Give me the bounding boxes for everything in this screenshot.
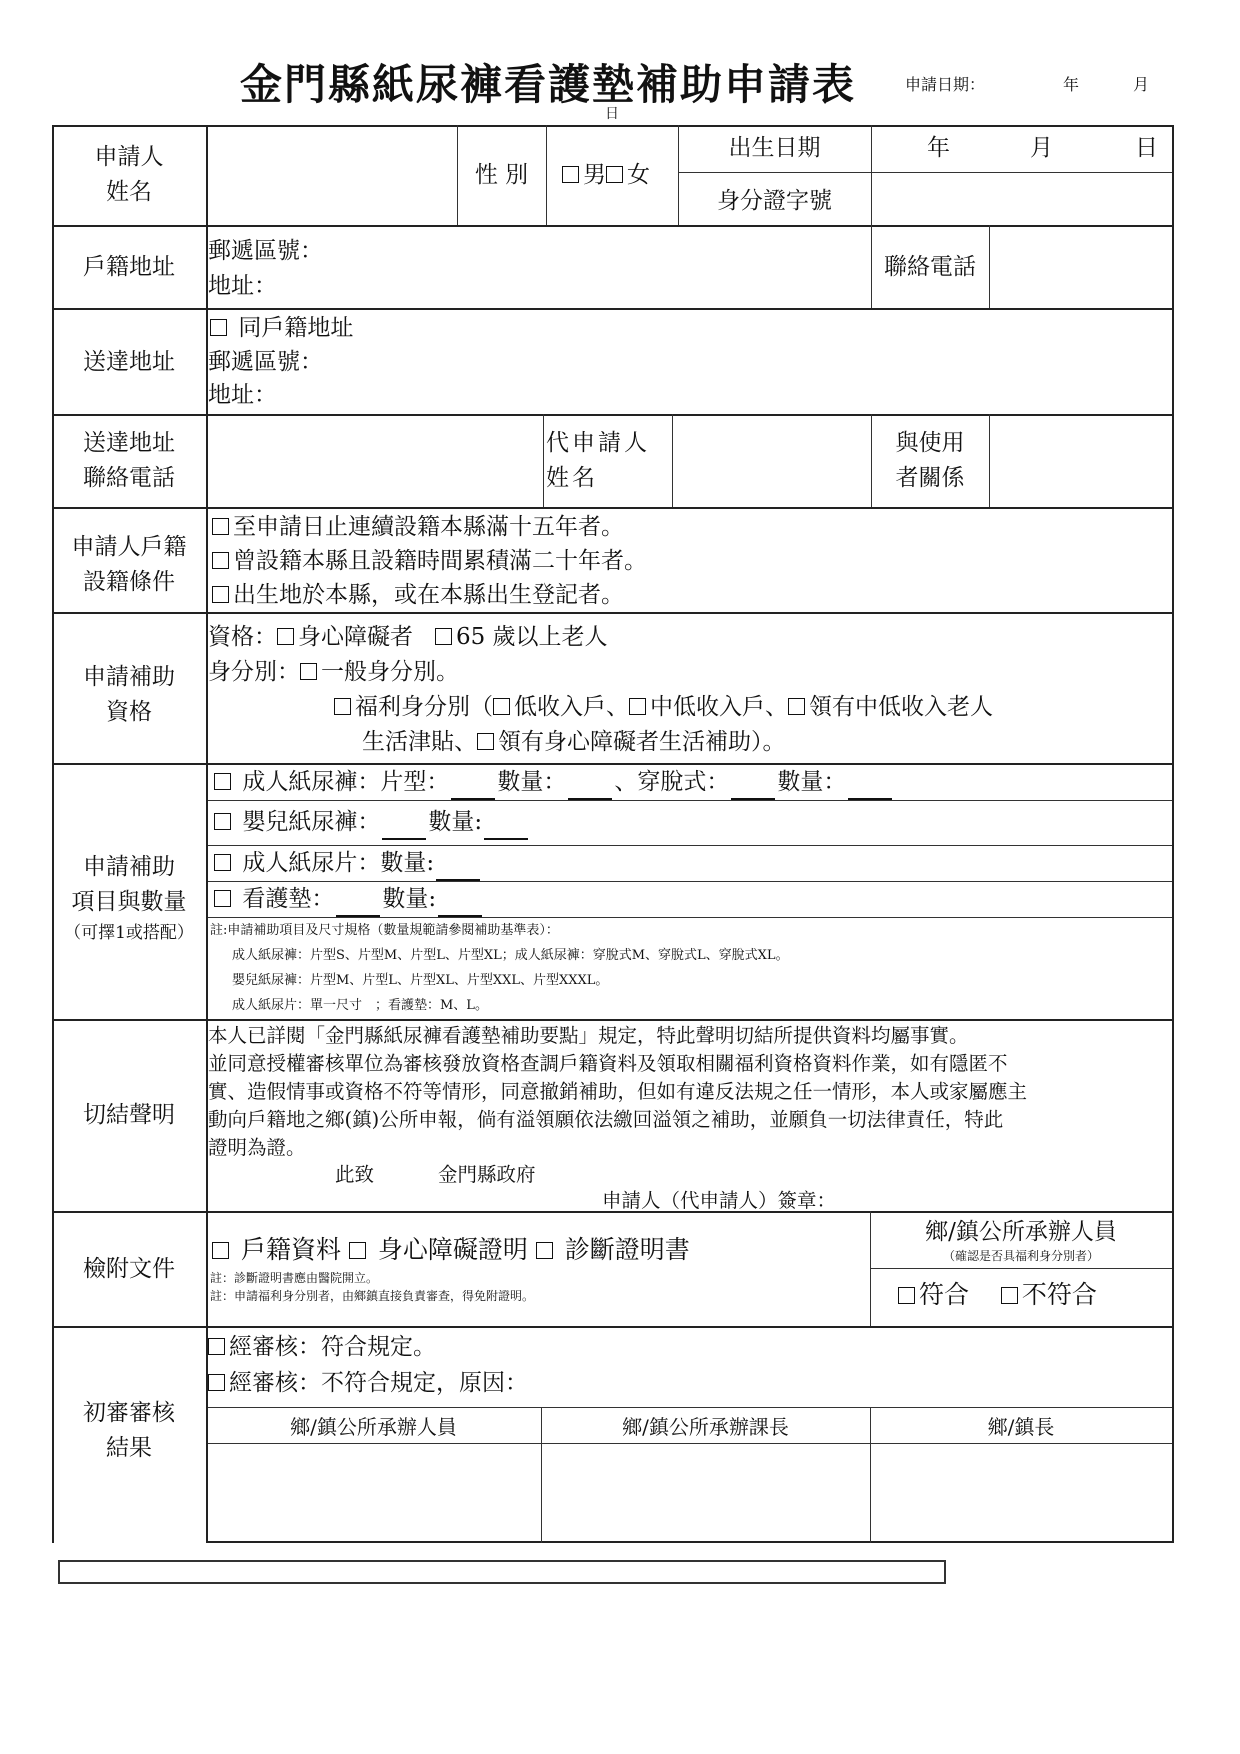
not-match-checkbox[interactable]	[1001, 1287, 1018, 1304]
gender-options: 男 女	[562, 158, 650, 193]
underpad-size-field[interactable]	[336, 893, 380, 917]
gender-male-checkbox[interactable]	[562, 166, 579, 183]
welfare-status-line: 福利身分別（ 低收入戶、 中低收入戶、 領有中低收入老人	[334, 690, 993, 725]
residency-label: 申請人戶籍 設籍條件	[71, 534, 187, 595]
delivery-postal-label: 郵遞區號：	[208, 349, 323, 375]
household-address-label: 戶籍地址	[83, 254, 175, 280]
applicant-name-label: 申請人 姓名	[94, 144, 164, 205]
same-as-household-option: 同戶籍地址	[210, 311, 353, 346]
adult-diaper-tab-size-field[interactable]	[451, 776, 495, 800]
household-phone-field[interactable]	[992, 228, 1170, 306]
attachment-note: 註：診斷證明書應由醫院開立。	[210, 1271, 379, 1285]
household-postal-label: 郵遞區號：	[208, 238, 323, 264]
items-note: 成人紙尿褲：片型S、片型M、片型L、片型XL；成人紙尿褲：穿脫式M、穿脫式L、穿脫式XL。	[232, 948, 789, 963]
baby-diaper-size-field[interactable]	[382, 816, 426, 840]
gender-female-checkbox[interactable]	[606, 166, 623, 183]
apply-date-month: 月	[1133, 75, 1150, 94]
underpad-qty-field[interactable]	[438, 893, 482, 917]
signer-header: 鄉/鎮公所承辦課長	[622, 1415, 789, 1439]
gender-label: 性 別	[474, 162, 529, 188]
same-as-household-checkbox[interactable]	[210, 319, 227, 336]
adult-diaper-pull-qty-field[interactable]	[848, 776, 892, 800]
signer-header: 鄉/鎮長	[987, 1415, 1055, 1439]
declaration-to-org: 金門縣政府	[438, 1163, 536, 1186]
items-hint: （可擇1或搭配）	[64, 923, 194, 943]
adult-pad-checkbox[interactable]	[214, 854, 231, 871]
id-number-label: 身分證字號	[717, 188, 832, 214]
items-note: 嬰兒紙尿褲：片型M、片型L、片型XL、片型XXL、片型XXXL。	[232, 973, 609, 988]
residency-checkbox[interactable]	[212, 552, 229, 569]
attachment-note: 註：申請福利身分別者，由鄉鎮直接負責審查，得免附證明。	[210, 1289, 535, 1303]
mid-low-income-checkbox[interactable]	[629, 698, 646, 715]
signer-header: 鄉/鎮公所承辦人員	[290, 1415, 457, 1439]
delivery-address-label: 送達地址	[83, 349, 175, 375]
baby-diaper-qty-field[interactable]	[484, 816, 528, 840]
low-income-checkbox[interactable]	[493, 698, 510, 715]
apply-date-label: 申請日期：	[905, 75, 986, 94]
household-address-line: 地址：	[208, 273, 277, 299]
underpad-checkbox[interactable]	[214, 890, 231, 907]
footer-box	[58, 1560, 946, 1584]
birth-day: 日	[1135, 135, 1158, 161]
adult-diaper-checkbox[interactable]	[214, 773, 231, 790]
signature-field[interactable]	[870, 1185, 1170, 1209]
declaration-text: 本人已詳閱「金門縣紙尿褲看護墊補助要點」規定，特此聲明切結所提供資料均屬事實。 並同意授權審核單位為審核發放資格查調戶籍資料及領取相關福利資格資料作業，如有隱匿不 實、造假情事或資格不符等情形，同意撤銷補助，但如有違反法規之任一情形，本人或家屬應主 動向戶籍地之鄉(鎮)公所申報，倘有溢領願依法繳回溢領之補助，並願負一切法律責任，特此 證明為證。	[208, 1024, 1028, 1159]
id-number-field[interactable]	[874, 175, 1170, 223]
review-approve-checkbox[interactable]	[208, 1338, 225, 1355]
officer-sublabel: （確認是否具福利身分別者）	[942, 1249, 1099, 1263]
review-reject-checkbox[interactable]	[208, 1374, 225, 1391]
delivery-phone-field[interactable]	[210, 417, 540, 505]
disability-allowance-checkbox[interactable]	[477, 733, 494, 750]
welfare-status-checkbox[interactable]	[334, 698, 351, 715]
page-title: 金門縣紙尿褲看護墊補助申請表	[240, 60, 857, 109]
residency-option: 至申請日止連續設籍本縣滿十五年者。	[212, 510, 624, 545]
relation-field[interactable]	[992, 417, 1170, 505]
match-checkbox[interactable]	[898, 1287, 915, 1304]
diagnosis-doc-checkbox[interactable]	[536, 1242, 553, 1259]
delivery-address-line: 地址：	[208, 382, 277, 408]
officer-result-options: 符合 不符合	[898, 1277, 1097, 1312]
agent-name-field[interactable]	[675, 417, 869, 505]
eligibility-label: 申請補助 資格	[83, 664, 175, 725]
item-row-adult-diaper: 成人紙尿褲：片型： 數量： 、穿脫式： 數量：	[214, 765, 894, 800]
delivery-phone-label: 送達地址 聯絡電話	[83, 430, 175, 491]
item-row-adult-pad: 成人紙尿片：數量:	[214, 846, 482, 881]
item-row-underpad: 看護墊： 數量:	[214, 882, 484, 917]
agent-name-label: 代申請人 姓名	[546, 430, 650, 491]
officer-label: 鄉/鎮公所承辦人員	[925, 1219, 1117, 1245]
household-phone-label: 聯絡電話	[884, 254, 976, 280]
applicant-name-field[interactable]	[210, 128, 455, 223]
disabled-checkbox[interactable]	[277, 628, 294, 645]
signer-stamp-field[interactable]	[544, 1446, 868, 1539]
relation-label: 與使用 者關係	[895, 430, 965, 491]
items-label: 申請補助 項目與數量	[71, 854, 187, 915]
birth-date-label: 出生日期	[728, 135, 821, 161]
attachments-label: 檢附文件	[83, 1256, 175, 1282]
residency-option: 曾設籍本縣且設籍時間累積滿二十年者。	[212, 544, 647, 579]
adult-pad-qty-field[interactable]	[436, 857, 480, 881]
elder-allowance-checkbox[interactable]	[788, 698, 805, 715]
signer-stamp-field[interactable]	[209, 1446, 539, 1539]
declaration-label: 切結聲明	[83, 1102, 175, 1128]
apply-date-year: 年	[1063, 75, 1080, 94]
residency-checkbox[interactable]	[212, 586, 229, 603]
apply-date-day: 日	[605, 106, 619, 122]
residency-option: 出生地於本縣，或在本縣出生登記者。	[212, 578, 624, 613]
residency-checkbox[interactable]	[212, 518, 229, 535]
disability-doc-checkbox[interactable]	[349, 1242, 366, 1259]
baby-diaper-checkbox[interactable]	[214, 813, 231, 830]
review-label: 初審審核 結果	[83, 1400, 175, 1461]
qualification-line: 資格： 身心障礙者 65 歲以上老人	[208, 624, 608, 650]
review-reject-option: 經審核：不符合規定，原因：	[208, 1366, 528, 1401]
adult-diaper-pull-size-field[interactable]	[731, 776, 775, 800]
items-note: 成人紙尿片：單一尺寸 ；看護墊：M、L。	[232, 998, 488, 1013]
general-status-checkbox[interactable]	[300, 663, 317, 680]
item-row-baby-diaper: 嬰兒紙尿褲： 數量:	[214, 805, 530, 840]
declaration-to-prefix: 此致	[335, 1163, 375, 1186]
signature-label: 申請人（代申請人）簽章：	[602, 1189, 837, 1212]
birth-month: 月	[1030, 135, 1053, 161]
review-approve-option: 經審核：符合規定。	[208, 1330, 436, 1365]
welfare-status-line-2: 生活津貼、 領有身心障礙者生活補助）。	[362, 729, 786, 755]
signer-stamp-field[interactable]	[873, 1446, 1170, 1539]
adult-diaper-tab-qty-field[interactable]	[568, 776, 612, 800]
elderly-checkbox[interactable]	[435, 628, 452, 645]
status-line: 身分別： 一般身分別。	[208, 659, 459, 685]
household-doc-checkbox[interactable]	[212, 1242, 229, 1259]
attachment-options: 戶籍資料 身心障礙證明 診斷證明書	[212, 1232, 690, 1267]
birth-year: 年	[927, 135, 950, 161]
items-note-heading: 註:申請補助項目及尺寸規格（數量規範請參閱補助基準表）：	[210, 923, 559, 938]
